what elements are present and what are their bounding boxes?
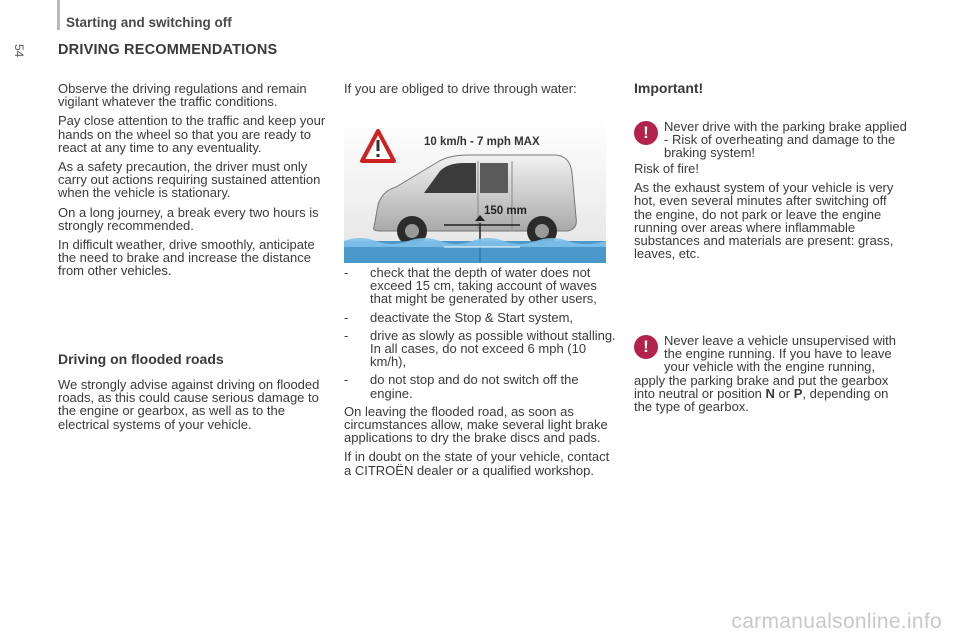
list-item: - deactivate the Stop & Start system,: [344, 309, 574, 325]
paragraph: If in doubt on the state of your vehicle, contact a CITROËN dealer or a qualified workshop.: [344, 449, 610, 478]
gear-n-label: N: [765, 385, 775, 401]
list-item: - check that the depth of water does not exceed 15 cm, taking account of waves that might be generated by other users,: [344, 265, 597, 307]
paragraph: On leaving the flooded road, as soon as circumstances allow, make several light brake applications to dry the brake discs and pads.: [344, 403, 608, 446]
list-item: - drive as slowly as possible without stalling. In all cases, do not exceed 6 mph (10 km/h),: [344, 327, 616, 370]
paragraph: Observe the driving regulations and remain vigilant whatever the traffic conditions.: [58, 81, 307, 110]
watermark: carmanualsonline.info: [731, 610, 942, 633]
parking-brake-warning: Never drive with the parking brake applied - Risk of overheating and damage to the braking system!: [664, 119, 907, 161]
paragraph: Pay close attention to the traffic and keep your hands on the wheel so that you are ready to react at any time to any eventuality.: [58, 113, 326, 155]
fire-risk-title: Risk of fire!: [634, 161, 700, 176]
water-depth-label: 150 mm: [484, 205, 527, 217]
water-intro: If you are obliged to drive through water:: [344, 81, 577, 96]
paragraph: On a long journey, a break every two hours is strongly recommended.: [58, 204, 319, 233]
column-general-advice: [58, 82, 328, 284]
speed-limit-label: 10 km/h - 7 mph MAX: [424, 136, 540, 148]
fire-risk-block: [634, 162, 908, 266]
important-heading: Important!: [634, 80, 704, 96]
gear-p-label: P: [793, 385, 803, 401]
page-title: DRIVING RECOMMENDATIONS: [58, 42, 278, 58]
paragraph: In difficult weather, drive smoothly, anticipate the need to brake and increase the distance from other vehicles.: [58, 237, 315, 279]
paragraph: As a safety precaution, the driver must only carry out actions requiring sustained attention when the vehicle is stationary.: [58, 159, 321, 201]
page-number: 54: [12, 44, 26, 58]
warning-exclamation-icon: !: [634, 335, 658, 359]
flooded-roads-heading: Driving on flooded roads: [58, 351, 224, 367]
flooded-road-illustration: [344, 117, 606, 263]
exhaust-warning: As the exhaust system of your vehicle is very hot, even several minutes after switching off the engine, do not park or leave the engine running over areas where inflammable substances and materials are present: grass, leaves, etc.: [634, 180, 894, 262]
unattended-engine-warning: Never leave a vehicle unsupervised with the engine running. If you have to leave your vehicle with the engine running, apply the parking brake and put the gearbox into neutral or position N or P, depending on the type of gearbox.: [634, 333, 896, 415]
list-item: - do not stop and do not switch off the engine.: [344, 372, 579, 401]
header-accent-bar: [57, 0, 60, 30]
flooded-roads-text: We strongly advise against driving on flooded roads, as this could cause serious damage to the engine or gearbox, as well as to the electrical systems of your vehicle.: [58, 377, 320, 432]
section-header: Starting and switching off: [66, 15, 232, 30]
warning-exclamation-icon: !: [634, 121, 658, 145]
water-precautions-list: [344, 266, 616, 477]
